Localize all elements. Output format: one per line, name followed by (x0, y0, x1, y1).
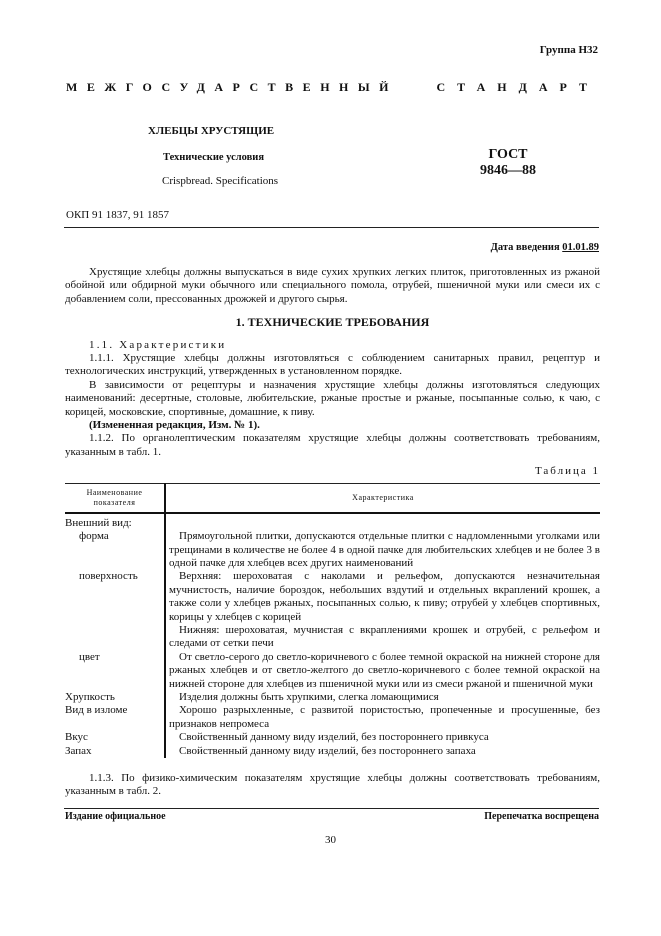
footer-official: Издание официальное (65, 811, 166, 822)
row-indicator: поверхность (65, 570, 165, 624)
gost-label: ГОСТ (488, 147, 528, 162)
table-row (65, 651, 600, 691)
doc-subtitle: Технические условия (163, 152, 265, 163)
row-characteristic: Изделия должны быть хрупкими, слегка ломающимися (179, 690, 439, 703)
footer-divider (64, 808, 599, 809)
banner-word-1: МЕЖГОСУДАРСТВЕННЫЙ (66, 80, 398, 94)
row-indicator: Хрупкость (65, 691, 165, 704)
table-group-row (65, 513, 600, 530)
row-indicator: Вкус (65, 731, 165, 744)
header-indicator: Наименование показателя (65, 483, 165, 513)
table-row (65, 731, 600, 744)
intro-paragraph: Хрустящие хлебцы должны выпускаться в виде сухих хрупких легких плиток, приготовленных из ржаной обойной или обдирной муки обычного или специального помола, отрубей, пшеничной муки или смеси их с добавлением соли, прессованных дрожжей и другого сырья. (65, 266, 600, 305)
row-indicator (65, 624, 165, 651)
gost-number: 9846—88 (480, 163, 536, 178)
banner-word-2: СТАНДАРТ (436, 80, 599, 94)
standard-banner (66, 81, 599, 94)
amendment-note: (Измененная редакция, Изм. № 1). (89, 419, 260, 432)
table-header-row (65, 483, 600, 513)
table-caption: Таблица 1 (534, 465, 600, 478)
table-row (65, 624, 600, 651)
doc-title: ХЛЕБЦЫ ХРУСТЯЩИЕ (148, 125, 275, 137)
row-characteristic: Хорошо разрыхленные, с развитой пористостью, пропеченные и просушенные, без признаков непромеса (169, 704, 600, 730)
row-characteristic: Свойственный данному виду изделий, без постороннего привкуса (179, 731, 489, 744)
row-indicator: форма (65, 530, 165, 570)
paragraph-names: В зависимости от рецептуры и назначения хрустящие хлебцы должны изготовляться следующих наименований: десертные, столовые, любительские, ржаные простые и ржаные, посыпанные солью, к чаю, с корицей, московские, спортивные, домашние, к пиву. (65, 378, 600, 418)
paragraph-1-1-1: 1.1.1. Хрустящие хлебцы должны изготовляться с соблюдением санитарных правил, рецептур и технологических инструкций, утвержденных в установленном порядке. (65, 352, 600, 378)
table-row (65, 530, 600, 570)
row-characteristic: Верхняя: шероховатая с наколами и рельефом, допускаются незначительная мучнистость, наличие бороздок, небольших вздутий и отдельных вкраплений крошек, а также соли у хлебцев ржаных, посыпанных солью, к пиву; отрубей у хлебцев спортивных, корицы у хлебцев с корицей (169, 570, 600, 623)
row-characteristic: Нижняя: шероховатая, мучнистая с вкраплениями крошек и отрубей, с рельефом и следами от сетки печи (169, 623, 600, 650)
body (65, 266, 600, 799)
paragraph-1-1-2: 1.1.2. По органолептическим показателям хрустящие хлебцы должны соответствовать требованиям, указанным в табл. 1. (65, 432, 600, 458)
paragraph-1-1-3: 1.1.3. По физико-химическим показателям хрустящие хлебцы должны соответствовать требованиям, указанным в табл. 2. (65, 772, 600, 798)
okp-code: ОКП 91 1837, 91 1857 (66, 209, 169, 221)
effective-date-value: 01.01.89 (562, 242, 599, 253)
table-row (65, 704, 600, 731)
divider (64, 227, 599, 228)
row-indicator: Запах (65, 745, 165, 758)
group-label: Группа Н32 (539, 44, 598, 56)
group-label: Внешний вид: (65, 513, 165, 530)
page-number: 30 (325, 834, 336, 846)
row-indicator: цвет (65, 651, 165, 691)
subsection-heading: 1.1. Характеристики (89, 338, 227, 351)
table-1 (65, 483, 600, 758)
section-heading: 1. ТЕХНИЧЕСКИЕ ТРЕБОВАНИЯ (235, 315, 430, 330)
footer-reprint: Перепечатка воспрещена (484, 811, 599, 822)
row-characteristic: Свойственный данному виду изделий, без постороннего запаха (179, 744, 476, 757)
table-row (65, 691, 600, 704)
effective-date-label: Дата введения (490, 242, 560, 253)
doc-english-title: Crispbread. Specifications (162, 175, 279, 187)
table-row (65, 745, 600, 758)
row-characteristic: От светло-серого до светло-коричневого с более темной окраской на нижней стороне для ржаных хлебцев и от светло-желтого до светло-коричневого с более темной окраской на нижней стороне для хлебцев из пшеничной муки или из смеси ржаной и пшеничной муки (169, 650, 600, 690)
row-characteristic: Прямоугольной плитки, допускаются отдельные плитки с надломленными уголками или трещинами в количестве не более 4 в одной пачке для любительских хлебцев и не более 3 в одной пачке для хлебцев всех других наименований (169, 530, 600, 569)
row-indicator: Вид в изломе (65, 704, 165, 731)
table-row (65, 570, 600, 624)
effective-date (491, 241, 599, 254)
gost-block (480, 147, 536, 179)
header-characteristic: Характеристика (352, 492, 414, 502)
